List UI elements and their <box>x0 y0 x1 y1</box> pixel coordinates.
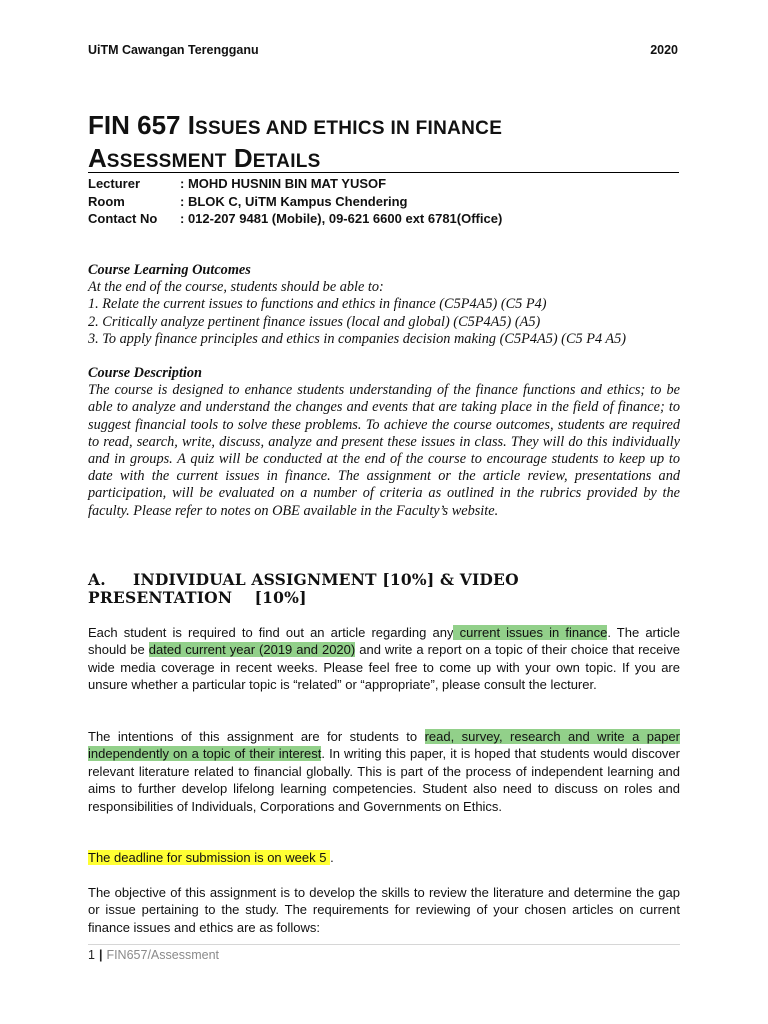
info-key: Lecturer <box>88 176 141 191</box>
title-underline <box>88 172 679 173</box>
document-subtitle <box>88 143 680 174</box>
text-run: . In writing this paper, it is hoped that students would discover relevant literature related to financial globally. This is part of the process of independent learning and aims to further develop lifelong learning competencies. Student also need to discuss on roles and responsibilities of Individuals, Corporations and Governments on Ethics. <box>88 746 680 814</box>
description-heading: Course Description <box>88 365 202 381</box>
info-value: : BLOK C, UiTM Kampus Chendering <box>180 193 408 209</box>
clo-heading: Course Learning Outcomes <box>88 262 251 278</box>
highlight-read-survey: read, survey, research and write a paper independently on a topic of their interest <box>88 729 680 762</box>
text-run: . <box>330 850 334 865</box>
lecturer-info <box>88 175 502 228</box>
page-footer <box>88 948 219 962</box>
course-learning-outcomes <box>88 262 680 348</box>
highlight-deadline: The deadline for submission is on week 5 <box>88 850 331 865</box>
page-header <box>88 43 678 57</box>
info-row <box>88 193 502 211</box>
info-value: : MOHD HUSNIN BIN MAT YUSOF <box>180 176 387 191</box>
section-title-line1: INDIVIDUAL ASSIGNMENT [10%] & VIDEO <box>133 570 519 589</box>
title-cap: I <box>187 110 195 140</box>
page-number: 1 <box>88 948 95 962</box>
clo-intro: At the end of the course, students should be able to: <box>88 279 384 296</box>
footer-separator: | <box>98 948 103 962</box>
footer-doc-name: FIN657/Assessment <box>106 948 219 962</box>
text-run: and write a report on a topic of their choice that receive wide media coverage in recent weeks. Please feel free to come up with your own topic. If you are unsure whether a particular topic is “related” or “appropriate”, please consult the lecturer. <box>88 642 680 693</box>
course-code: FIN 657 <box>88 110 181 140</box>
paragraph-objective: The objective of this assignment is to develop the skills to review the literature and determine the gap or issue pertaining to the study. The requirements for reviewing of your chosen articles on current finance issues and ethics are as follows: <box>88 885 680 935</box>
description-text: The course is designed to enhance students understanding of the finance functions and ethics; to be able to analyze and understand the changes and events that are taking place in the field of finance; to suggest financial tools to solve these problems. To achieve the course outcomes, students are required to read, search, write, discuss, analyze and present these issues in class. They will do this individually and in groups. A quiz will be conducted at the end of the course to encourage students to keep up to date with the current issues in finance. The assignment or the article review, presentations and participation, will be evaluated on a number of criteria as outlined in the rubrics provided by the faculty. Please refer to notes on OBE available in the Faculty’s website. <box>88 382 680 519</box>
subtitle-cap2: D <box>233 143 253 173</box>
info-key: Contact No <box>88 211 158 226</box>
subtitle-rest2: ETAILS <box>252 151 321 172</box>
subtitle-cap1: A <box>88 143 107 173</box>
info-value: : 012-207 9481 (Mobile), 09-621 6600 ext 6781(Office) <box>180 211 503 226</box>
header-org: UiTM Cawangan Terengganu <box>88 43 259 57</box>
section-a-heading <box>88 571 680 607</box>
paragraph-article-requirement <box>88 624 680 694</box>
info-row <box>88 210 502 228</box>
course-description <box>88 365 680 520</box>
clo-item: 1. Relate the current issues to functions and ethics in finance (C5P4A5) (C5 P4) <box>88 296 547 313</box>
info-row <box>88 175 502 193</box>
text-run: . The article should be <box>88 625 681 658</box>
section-label: A. <box>88 570 106 589</box>
paragraph-intentions <box>88 728 680 815</box>
highlight-current-issues: current issues in finance <box>453 625 608 640</box>
text-run: Each student is required to find out an article regarding any <box>88 625 454 640</box>
footer-rule <box>88 944 680 945</box>
subtitle-rest1: SSESSMENT <box>106 151 227 172</box>
document-title <box>88 110 680 141</box>
info-key: Room <box>88 193 125 209</box>
deadline-line <box>88 849 680 866</box>
section-title-line2: PRESENTATION [10%] <box>88 588 307 607</box>
highlight-dated-year: dated current year (2019 and 2020) <box>148 642 356 658</box>
clo-item: 2. Critically analyze pertinent finance issues (local and global) (C5P4A5) (A5) <box>88 313 541 330</box>
title-rest: SSUES AND ETHICS IN FINANCE <box>194 118 503 139</box>
clo-item: 3. To apply finance principles and ethics in companies decision making (C5P4A5) (C5 P4 A5) <box>88 330 627 347</box>
header-year: 2020 <box>650 43 678 57</box>
text-run: The intentions of this assignment are for students to <box>88 729 425 744</box>
